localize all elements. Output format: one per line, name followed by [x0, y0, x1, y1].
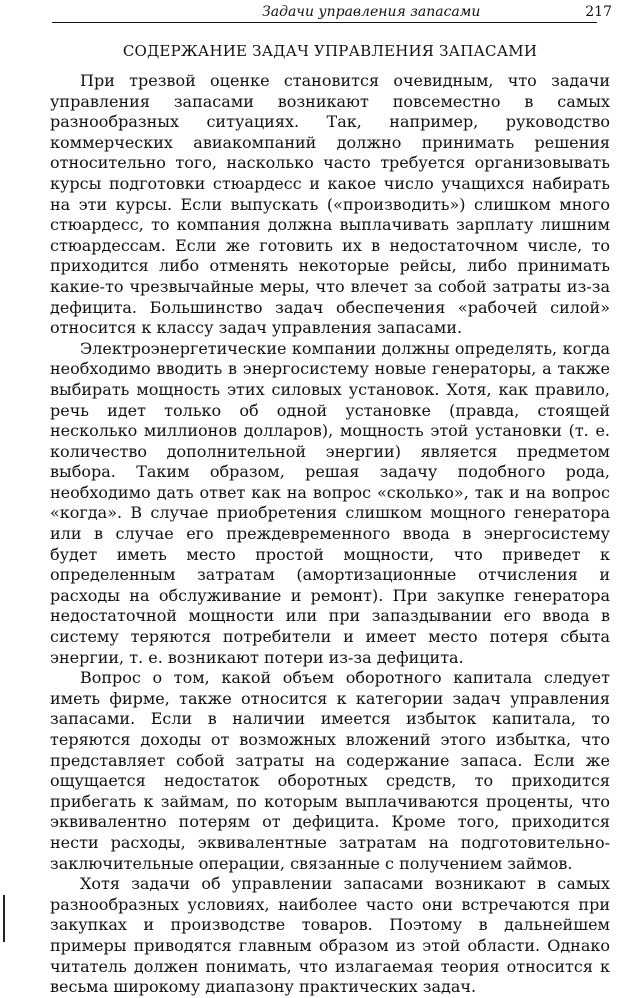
- body-text: [50, 71, 610, 998]
- header-rule: [52, 22, 597, 23]
- paragraph: Электроэнергетические компании должны определять, когда необходимо вводить в энергосистему новые генераторы, а также выбирать мощность этих силовых установок. Хотя, как правило, речь идет только об одной установке (правда, стоящей несколько миллионов долларов), мощность этой установки (т. е. количество дополнительной энергии) является предметом выбора. Таким образом, решая задачу подобного рода, необходимо дать ответ как на вопрос «сколько», так и на вопрос «когда». В случае приобретения слишком мощного генератора или в случае его преждевременного ввода в энергосистему будет иметь место простой мощности, что приведет к определенным затратам (амортизационные отчисления и расходы на обслуживание и ремонт). При закупке генератора недостаточной мощности или при запаздывании его ввода в систему теряются потребители и имеет место потеря сбыта энергии, т. е. возникают потери из-за дефицита.: [50, 338, 610, 667]
- page-number: 217: [585, 4, 612, 20]
- scan-edge-mark: [3, 895, 5, 942]
- paragraph: Вопрос о том, какой объем оборотного капитала следует иметь фирме, также относится к категории задач управления запасами. Если в наличии имеется избыток капитала, то теряются доходы от возможных вложений этого избытка, что представляет собой затраты на содержание запаса. Если же ощущается недостаток оборотных средств, то приходится прибегать к займам, по которым выплачиваются проценты, что эквивалентно потерям от дефицита. Кроме того, приходится нести расходы, эквивалентные затратам на подготовительно-заключительные операции, связанные с получением займов.: [50, 668, 610, 873]
- running-header: [52, 2, 612, 24]
- section-title: СОДЕРЖАНИЕ ЗАДАЧ УПРАВЛЕНИЯ ЗАПАСАМИ: [122, 42, 538, 60]
- paragraph: Хотя задачи об управлении запасами возникают в самых разнообразных условиях, наиболее часто они встречаются при закупках и производстве товаров. Поэтому в дальнейшем примеры приводятся главным образом из этой области. Однако читатель должен понимать, что излагаемая теория относится к весьма широкому диапазону практических задач.: [50, 874, 610, 997]
- paragraph: При трезвой оценке становится очевидным, что задачи управления запасами возникают повсеместно в самых разнообразных ситуациях. Так, например, руководство коммерческих авиакомпаний должно принимать решения относительно того, насколько часто требуется организовывать курсы подготовки стюардесс и какое число учащихся набирать на эти курсы. Если выпускать («производить») слишком много стюардесс, то компания должна выплачивать зарплату лишним стюардессам. Если же готовить их в недостаточном числе, то приходится либо отменять некоторые рейсы, либо принимать какие-то чрезвычайные меры, что влечет за собой затраты из-за дефицита. Большинство задач обеспечения «рабочей силой» относится к классу задач управления запасами.: [50, 71, 610, 338]
- running-title: Задачи управления запасами: [262, 4, 481, 20]
